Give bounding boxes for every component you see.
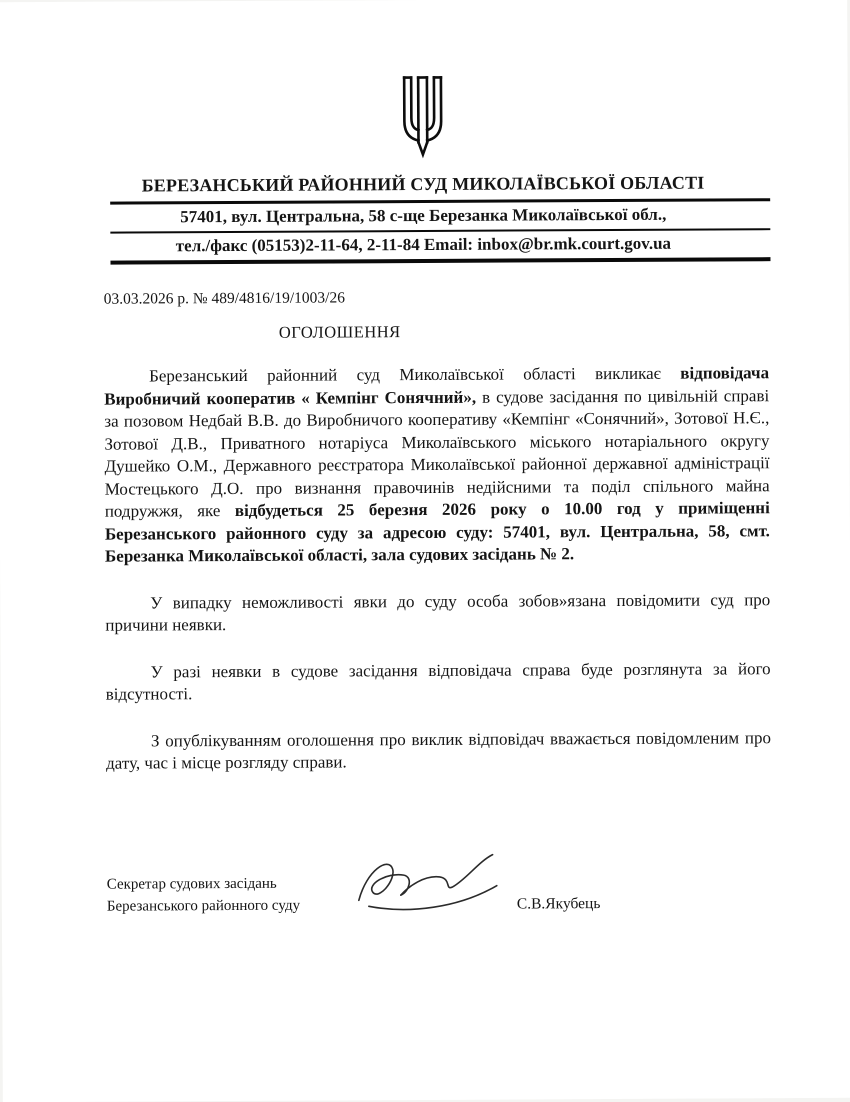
body-text-segment: З опублікуванням оголошення про виклик відповідач вважається повідомленим про дату, час і місце розгляду справи. bbox=[106, 727, 772, 773]
signer-name: С.В.Якубець bbox=[516, 895, 601, 913]
body-text-segment: У випадку неможливості явки до суду особа зобов»язана повідомити суд про причини неявки. bbox=[105, 589, 771, 635]
emphasized-text: відповідача Виробничий кооператив « Кемпінг Сонячний», bbox=[104, 363, 770, 409]
body-text-segment: в судове засідання по цивільній справі за позовом Недбай В.В. до Виробничого кооперативу «Кемпінг «Сонячний», Зотової Н.Є., Зотової Д.В., Приватного нотаріуса Миколаївського міського нотаріального округу Душейко О.М., Державного реєстратора Миколаївської районної державної адміністрації Мостецького Д.О. про визнання правочинів недійсними та поділ спільного майна подружжя, яке bbox=[104, 385, 770, 521]
paragraph-publication-effect bbox=[106, 727, 771, 775]
document-title: ОГОЛОШЕННЯ bbox=[278, 322, 401, 342]
emphasized-text: відбудеться 25 березня 2026 року о 10.00 год у приміщенні Березанського районного суду за адресою суду: 57401, вул. Центральна, 58, смт. Березанка Миколаївської області, зала судових засідань № 2. bbox=[104, 498, 770, 566]
paragraph-summons bbox=[104, 362, 770, 568]
ukraine-trident-emblem-icon bbox=[0, 0, 848, 162]
body-text-segment: Березанський районний суд Миколаївської області викликає bbox=[149, 363, 681, 386]
court-address-line: 57401, вул. Центральна, 58 с-ще Березанка Миколаївської обл., bbox=[180, 204, 667, 227]
header-divider-bottom bbox=[110, 257, 770, 264]
court-contact-line: тел./факс (05153)2-11-64, 2-11-84 Email: inbox@br.mk.court.gov.ua bbox=[175, 233, 672, 256]
trident-icon bbox=[394, 72, 450, 160]
signature-scribble-icon bbox=[347, 846, 507, 925]
handwritten-signature bbox=[347, 846, 507, 930]
paragraph-default-hearing bbox=[106, 658, 771, 706]
paragraph-absence-notice bbox=[105, 589, 770, 637]
signature-block bbox=[107, 850, 772, 933]
body-text-segment: У разі неявки в судове засідання відповідача справа буде розглянута за його відсутності. bbox=[105, 658, 771, 704]
document-body bbox=[104, 362, 771, 775]
reference-number-line: 03.03.2026 р. № 489/4816/19/1003/26 bbox=[103, 289, 345, 308]
signer-role-line2: Березанського районного суду bbox=[106, 897, 301, 915]
signer-role-line1: Секретар судових засідань bbox=[106, 875, 277, 893]
court-name: БЕРЕЗАНСЬКИЙ РАЙОННИЙ СУД МИКОЛАЇВСЬКОЇ ОБЛАСТІ bbox=[141, 172, 705, 196]
signer-role bbox=[107, 873, 300, 918]
